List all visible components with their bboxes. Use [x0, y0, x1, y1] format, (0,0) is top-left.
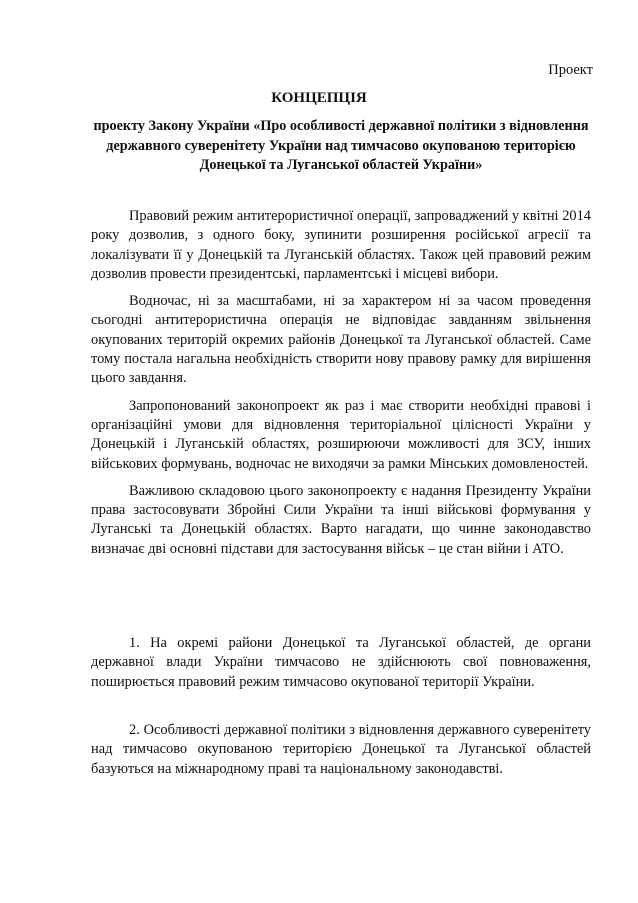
paragraph: Важливою складовою цього законопроекту є надання Президенту України права застосовувати Збройні Сили України та інші військові формування у Луганські та Донецькій областях. Варто нагадати, що чинне законодавство визначає дві основні підстави для застосування військ – це стан війни і АТО. [91, 482, 591, 557]
numbered-item: 1. На окремі райони Донецької та Луганської областей, де органи державної влади України тимчасово не здійснюють свої повноваження, поширюється правовий режим тимчасово окупованої території України. [91, 635, 591, 690]
numbered-item: 2. Особливості державної політики з відновлення державного суверенітету над тимчасово окупованою територією Донецької та Луганської областей базуються на міжнародному праві та національному законодавстві. [91, 722, 591, 777]
document-title: КОНЦЕПЦІЯ [271, 90, 367, 106]
paragraph: Запропонований законопроект як раз і має створити необхідні правові і організаційні умови для відновлення територіальної цілісності України у Донецькій і Луганській областях, розширюючи можливості для ЗСУ, інших військових формувань, водночас не виходячи за рамки Мінських домовленостей. [91, 397, 591, 472]
body-text [91, 207, 591, 567]
document-subtitle: проекту Закону України «Про особливості державної політики з відновлення державного суверенітету України над тимчасово окупованою територією Донецької та Луганської областей України» [93, 118, 589, 173]
paragraph: Правовий режим антитерористичної операції, запроваджений у квітні 2014 року дозволив, з одного боку, зупинити розширення російської агресії та локалізувати її у Донецькій та Луганській областях. Також цей правовий режим дозволив провести президентські, парламентські і місцеві вибори. [91, 208, 591, 282]
draft-stamp: Проект [548, 62, 593, 78]
paragraph: Водночас, ні за масштабами, ні за характером ні за часом проведення сьогодні антитерористична операція не відповідає завданням звільнення окупованих територій окремих районів Донецької та Луганської областей. Саме тому постала нагальна необхідність створити нову правову рамку для вирішення цього завдання. [91, 293, 591, 387]
